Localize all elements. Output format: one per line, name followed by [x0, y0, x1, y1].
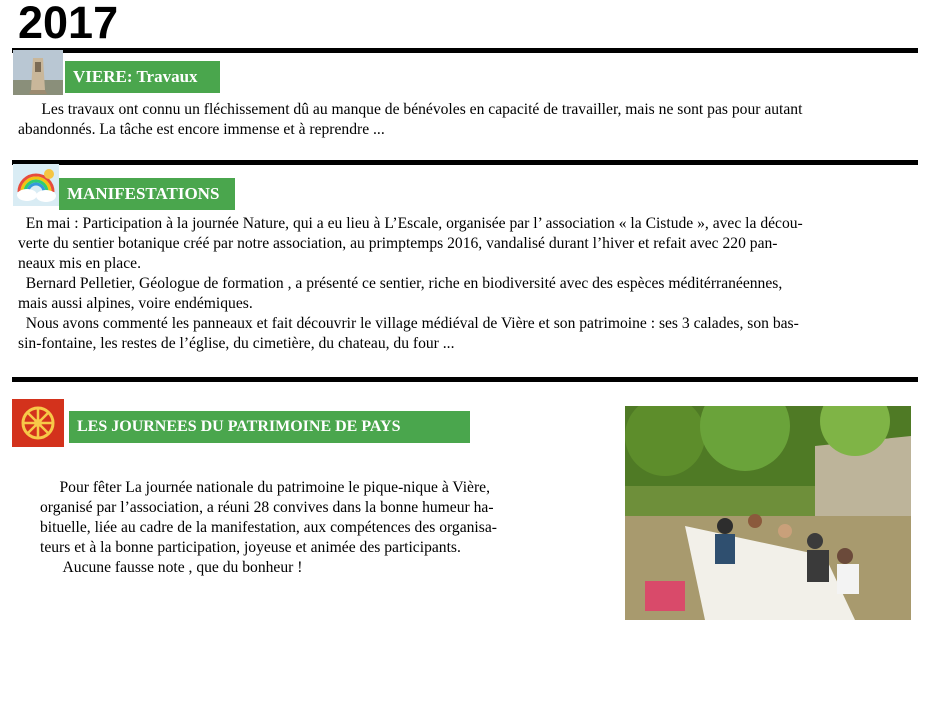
section-divider	[12, 160, 918, 165]
page-year-title: 2017	[18, 0, 119, 48]
section-banner: LES JOURNEES DU PATRIMOINE DE PAYS	[69, 411, 470, 443]
tower-icon	[13, 50, 63, 95]
text-line: mais aussi alpines, voire endémiques.	[18, 295, 253, 312]
text-line: bituelle, liée au cadre de la manifestation, aux compétences des organisa-	[40, 519, 497, 536]
text-line: Nous avons commenté les panneaux et fait découvrir le village médiéval de Vière et son patrimoine : ses 3 calades, son bas-	[18, 315, 799, 332]
section-banner: MANIFESTATIONS	[59, 178, 235, 210]
section-divider	[12, 48, 918, 53]
text-line: verte du sentier botanique créé par notre association, au primptemps 2016, vandalisé durant l’hiver et refait avec 220 pan-	[18, 235, 778, 252]
section-text	[18, 100, 802, 140]
text-line: Aucune fausse note , que du bonheur !	[40, 559, 303, 576]
text-line: Bernard Pelletier, Géologue de formation , a présenté ce sentier, riche en biodiversité avec des espèces méditérranéennes,	[18, 275, 783, 292]
section-divider	[12, 377, 918, 382]
text-line: sin-fontaine, les restes de l’église, du cimetière, du chateau, du four ...	[18, 335, 455, 352]
text-line: organisé par l’association, a réuni 28 convives dans la bonne humeur ha-	[40, 499, 494, 516]
text-line: abandonnés. La tâche est encore immense et à reprendre ...	[18, 121, 385, 138]
text-line: neaux mis en place.	[18, 255, 141, 272]
section-banner: VIERE: Travaux	[65, 61, 220, 93]
text-line: Pour fêter La journée nationale du patrimoine le pique-nique à Vière,	[40, 479, 490, 496]
sun-wheel-icon	[12, 399, 64, 447]
section-text	[40, 478, 497, 578]
text-line: teurs et à la bonne participation, joyeuse et animée des participants.	[40, 539, 461, 556]
picnic-photo	[625, 406, 911, 620]
text-line: En mai : Participation à la journée Nature, qui a eu lieu à L’Escale, organisée par l’ association « la Cistude », avec la décou-	[18, 215, 803, 232]
rainbow-cloud-icon	[13, 164, 59, 206]
section-text	[18, 214, 803, 354]
text-line: Les travaux ont connu un fléchissement dû au manque de bénévoles en capacité de travailler, mais ne sont pas pour autant	[18, 101, 803, 118]
